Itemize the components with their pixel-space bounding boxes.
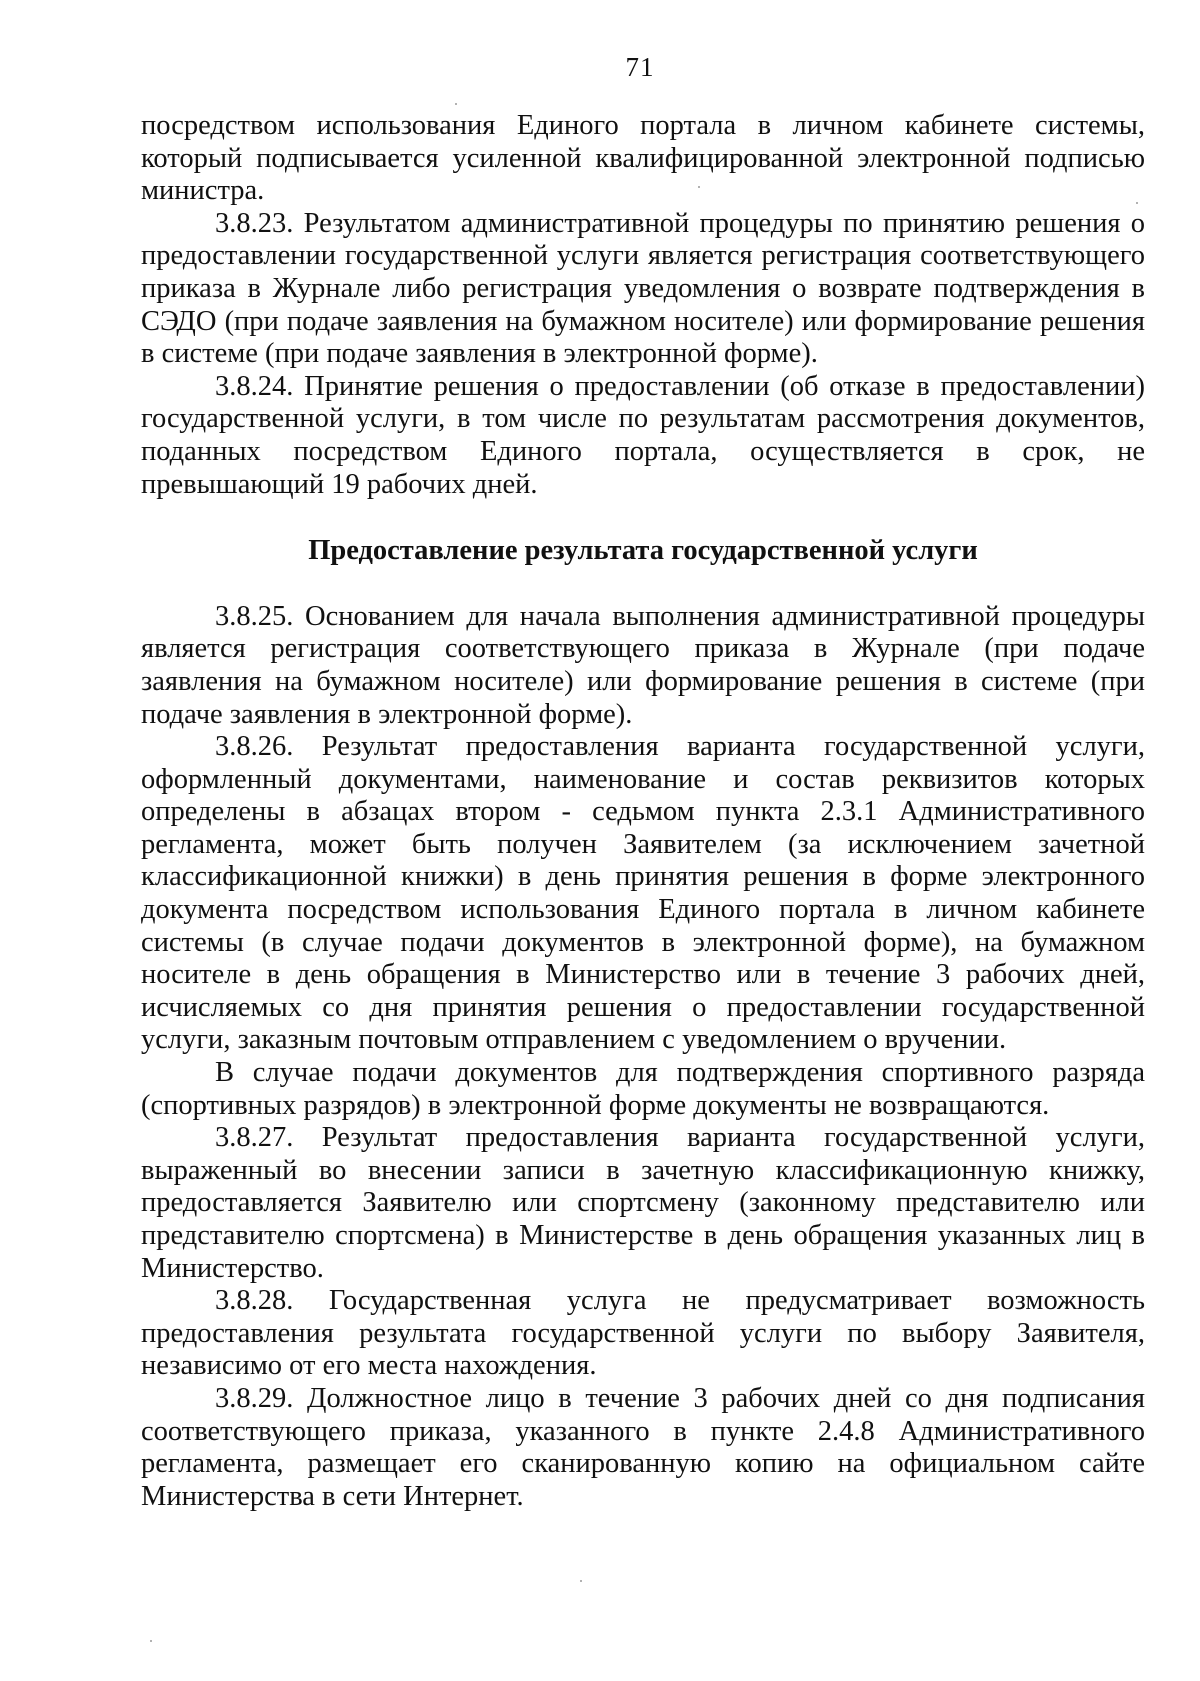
page-number: 71 bbox=[625, 52, 655, 82]
paragraph-3-8-26-note: В случае подачи документов для подтверждения спортивного разряда (спортивных разрядов) в электронной форме документы не возвращаются. bbox=[141, 1057, 1145, 1121]
paragraph-3-8-26: 3.8.26. Результат предоставления варианта государственной услуги, оформленный документами, наименование и состав реквизитов которых определены в абзацах втором - седьмом пункта 2.3.1 Административного регламента, может быть получен Заявителем (за исключением зачетной классификационной книжки) в день принятия решения в форме электронного документа посредством использования Единого портала в личном кабинете системы (в случае подачи документов в электронной форме), на бумажном носителе в день обращения в Министерство или в течение 3 рабочих дней, исчисляемых со дня принятия решения о предоставлении государственной услуги, заказным почтовым отправлением с уведомлением о вручении. bbox=[141, 731, 1145, 1056]
section-heading: Предоставление результата государственной услуги bbox=[308, 535, 978, 567]
paragraph-continuation: посредством использования Единого портала в личном кабинете системы, который подписывается усиленной квалифицированной электронной подписью министра. bbox=[141, 110, 1145, 207]
paragraph-3-8-29: 3.8.29. Должностное лицо в течение 3 рабочих дней со дня подписания соответствующего приказа, указанного в пункте 2.4.8 Административного регламента, размещает его сканированную копию на официальном сайте Министерства в сети Интернет. bbox=[141, 1382, 1145, 1512]
scan-speck bbox=[698, 186, 700, 188]
scan-speck bbox=[1136, 202, 1138, 204]
paragraph-3-8-24: 3.8.24. Принятие решения о предоставлении (об отказе в предоставлении) государственной услуги, в том числе по результатам рассмотрения документов, поданных посредством Единого портала, осуществляется в срок, не превышающий 19 рабочих дней. bbox=[141, 370, 1145, 500]
paragraph-3-8-25: 3.8.25. Основанием для начала выполнения административной процедуры является регистрация соответствующего приказа в Журнале (при подаче заявления на бумажном носителе) или формирование решения в системе (при подаче заявления в электронной форме). bbox=[141, 600, 1145, 730]
paragraph-3-8-23: 3.8.23. Результатом административной процедуры по принятию решения о предоставлении государственной услуги является регистрация соответствующего приказа в Журнале либо регистрация уведомления о возврате подтверждения в СЭДО (при подаче заявления на бумажном носителе) или формирование решения в системе (при подаче заявления в электронной форме). bbox=[141, 207, 1145, 370]
paragraph-3-8-27: 3.8.27. Результат предоставления варианта государственной услуги, выраженный во внесении записи в зачетную классификационную книжку, предоставляется Заявителю или спортсмену (законному представителю или представителю спортсмена) в Министерстве в день обращения указанных лиц в Министерство. bbox=[141, 1122, 1145, 1284]
scan-speck bbox=[580, 1580, 582, 1582]
scan-speck bbox=[455, 103, 457, 105]
scan-speck bbox=[150, 1640, 152, 1642]
paragraph-3-8-28: 3.8.28. Государственная услуга не предусматривает возможность предоставления результата государственной услуги по выбору Заявителя, независимо от его места нахождения. bbox=[141, 1285, 1145, 1382]
document-body bbox=[141, 110, 1145, 1513]
